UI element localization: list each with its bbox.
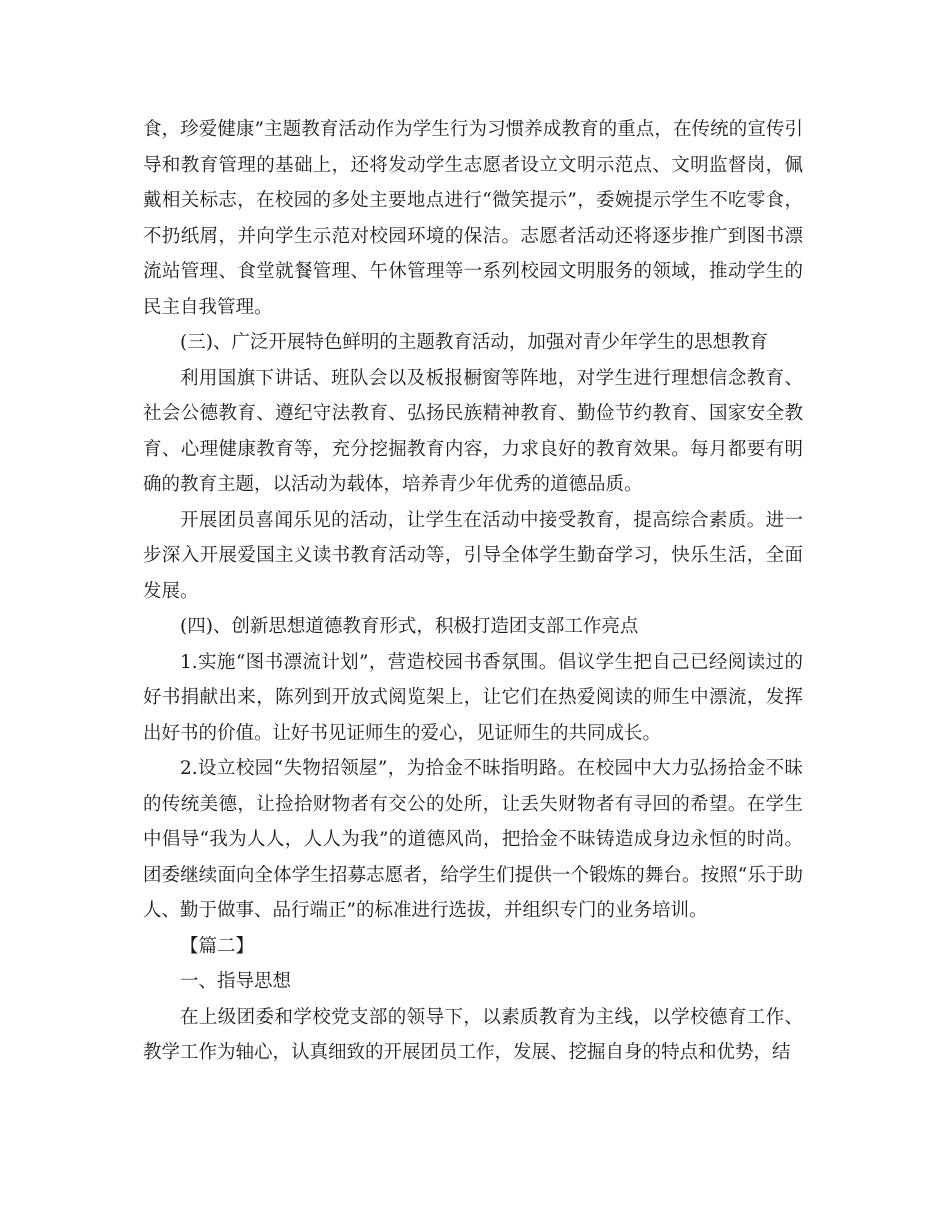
list-item: 1.实施“图书漂流计划”，营造校园书香氛围。倡议学生把自己已经阅读过的好书捐献出来，陈列到开放式阅览架上，让它们在热爱阅读的师生中漂流，发挥出好书的价值。让好书见证师生的爱心，见证师生的共同成长。 (143, 651, 803, 744)
section-heading-3: (三)、广泛开展特色鲜明的主题教育活动，加强对青少年学生的思想教育 (180, 332, 768, 353)
list-item: 2.设立校园“失物招领屋”，为拾金不昧指明路。在校园中大力弘扬拾金不昧的传统美德，让捡拾财物者有交公的处所，让丢失财物者有寻回的希望。在学生中倡导“我为人人，人人为我”的道德风尚，把拾金不昧铸造成身边永恒的时尚。团委继续面向全体学生招募志愿者，给学生们提供一个锻炼的舞台。按照“乐于助人、勤于做事、品行端正”的标准进行选拔，并组织专门的业务培训。 (143, 758, 803, 921)
section-heading-1: 一、指导思想 (180, 971, 292, 992)
section-heading-4: (四)、创新思想道德教育形式，积极打造团支部工作亮点 (180, 616, 639, 637)
part-heading: 【篇二】 (180, 935, 255, 957)
paragraph: 在上级团委和学校党支部的领导下，以素质教育为主线，以学校德育工作、教学工作为轴心，认真细致的开展团员工作，发展、挖掘自身的特点和优势，结 (143, 1006, 803, 1063)
paragraph-continuation: 食，珍爱健康”主题教育活动作为学生行为习惯养成教育的重点，在传统的宣传引导和教育管理的基础上，还将发动学生志愿者设立文明示范点、文明监督岗，佩戴相关标志，在校园的多处主要地点进行“微笑提示”，委婉提示学生不吃零食，不扔纸屑，并向学生示范对校园环境的保洁。志愿者活动还将逐步推广到图书漂流站管理、食堂就餐管理、午休管理等一系列校园文明服务的领域，推动学生的民主自我管理。 (143, 119, 803, 318)
document-body (143, 112, 803, 1071)
paragraph: 开展团员喜闻乐见的活动，让学生在活动中接受教育，提高综合素质。进一步深入开展爱国主义读书教育活动等，引导全体学生勤奋学习，快乐生活，全面发展。 (143, 509, 803, 602)
paragraph: 利用国旗下讲话、班队会以及板报橱窗等阵地，对学生进行理想信念教育、社会公德教育、遵纪守法教育、弘扬民族精神教育、勤俭节约教育、国家安全教育、心理健康教育等，充分挖掘教育内容，力求良好的教育效果。每月都要有明确的教育主题，以活动为载体，培养青少年优秀的道德品质。 (143, 367, 803, 495)
